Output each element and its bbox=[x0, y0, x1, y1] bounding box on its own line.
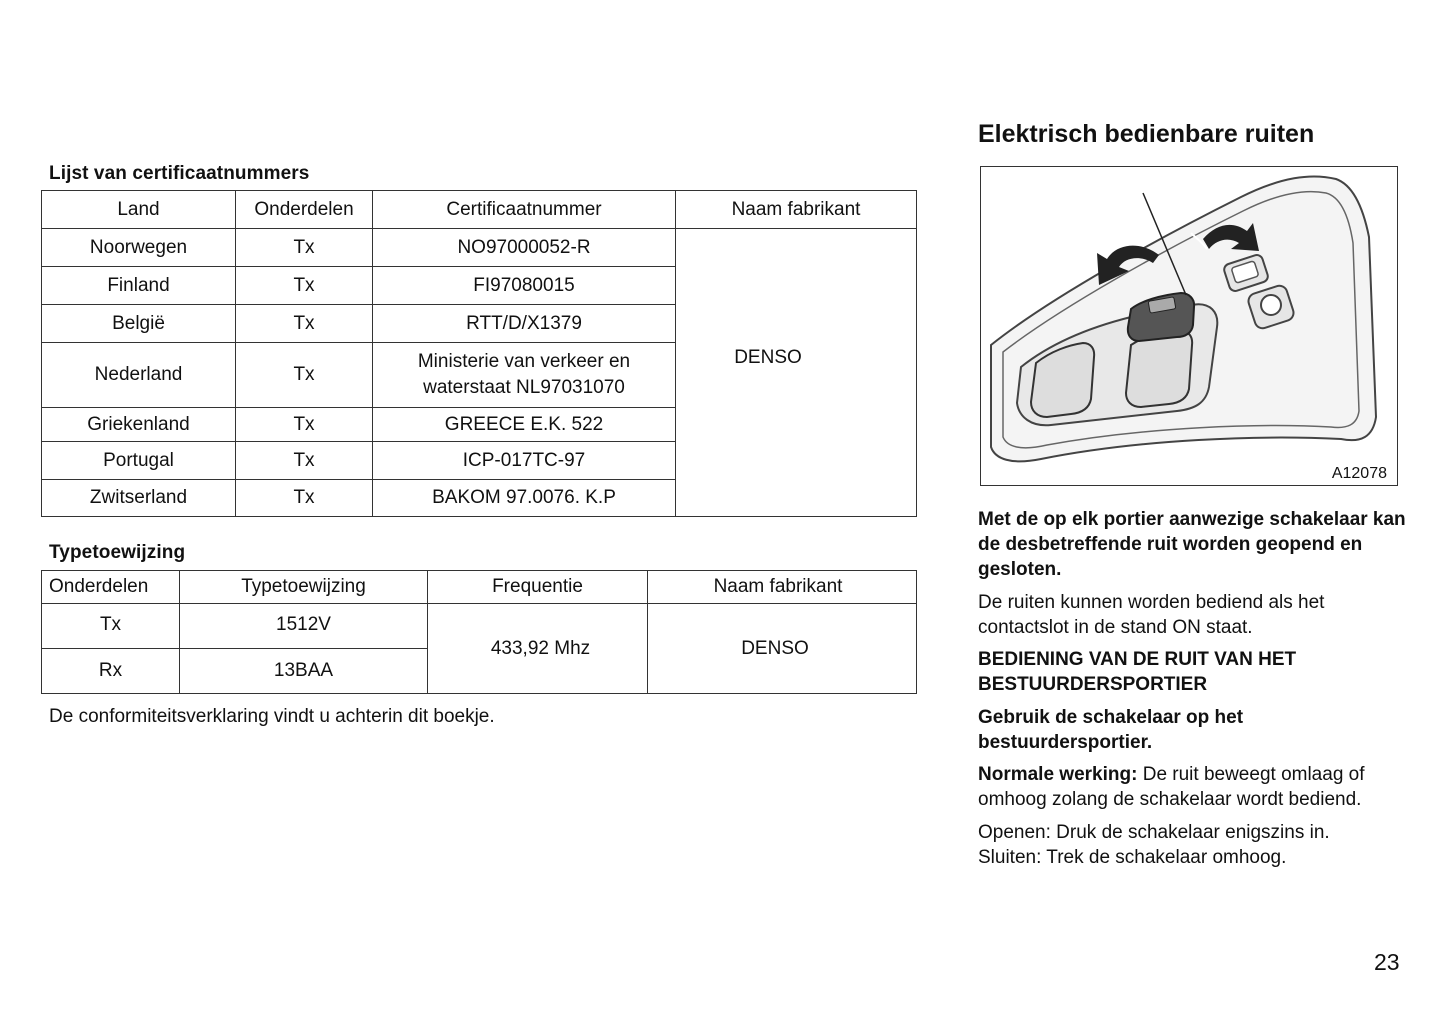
cell-part: Tx bbox=[236, 229, 373, 267]
cell-cert: FI97080015 bbox=[373, 267, 676, 305]
cell-cert: BAKOM 97.0076. K.P bbox=[373, 480, 676, 517]
cell-type: 1512V bbox=[180, 604, 428, 649]
col-header-naam-fabrikant: Naam fabrikant bbox=[676, 191, 917, 229]
intro-bold: Met de op elk portier aanwezige schakelaar kan de desbetreffende ruit worden geopend en gesloten. bbox=[978, 509, 1406, 580]
certificates-table bbox=[41, 190, 917, 517]
cell-part: Tx bbox=[236, 480, 373, 517]
table-row bbox=[42, 604, 917, 649]
figure-code: A12078 bbox=[1331, 465, 1387, 482]
cell-land: Nederland bbox=[42, 343, 236, 408]
normal-label: Normale werking: bbox=[978, 764, 1138, 785]
cell-land: Zwitserland bbox=[42, 480, 236, 517]
open-instruction: Openen: Druk de schakelaar enigszins in. bbox=[978, 822, 1330, 843]
cell-part: Tx bbox=[236, 442, 373, 480]
cell-part: Tx bbox=[236, 305, 373, 343]
section-heading: BEDIENING VAN DE RUIT VAN HET BESTUURDERSPORTIER bbox=[978, 649, 1297, 695]
cell-cert: ICP-017TC-97 bbox=[373, 442, 676, 480]
col-header-onderdelen: Onderdelen bbox=[236, 191, 373, 229]
col-header-onderdelen: Onderdelen bbox=[42, 571, 180, 604]
types-table bbox=[41, 570, 917, 694]
cell-land: België bbox=[42, 305, 236, 343]
types-header-row bbox=[42, 571, 917, 604]
window-switch-drawing bbox=[981, 167, 1397, 485]
page-title: Elektrisch bedienbare ruiten bbox=[978, 120, 1315, 148]
cell-part: Tx bbox=[236, 408, 373, 442]
cell-part: Rx bbox=[42, 649, 180, 694]
normal-operation bbox=[978, 762, 1408, 812]
close-instruction: Sluiten: Trek de schakelaar omhoog. bbox=[978, 847, 1287, 868]
cell-type: 13BAA bbox=[180, 649, 428, 694]
certificates-header-row bbox=[42, 191, 917, 229]
cell-cert: RTT/D/X1379 bbox=[373, 305, 676, 343]
col-header-naam-fabrikant: Naam fabrikant bbox=[648, 571, 917, 604]
instruction-bold: Gebruik de schakelaar op het bestuurdersportier. bbox=[978, 707, 1244, 753]
window-switch-illustration bbox=[980, 166, 1398, 486]
cell-land: Finland bbox=[42, 267, 236, 305]
col-header-frequentie: Frequentie bbox=[428, 571, 648, 604]
cell-frequency: 433,92 Mhz bbox=[428, 604, 648, 694]
intro-text: De ruiten kunnen worden bediend als het contactslot in de stand ON staat. bbox=[978, 592, 1325, 638]
cell-manufacturer: DENSO bbox=[676, 229, 917, 517]
cell-land: Portugal bbox=[42, 442, 236, 480]
conformity-note: De conformiteitsverklaring vindt u achterin dit boekje. bbox=[49, 706, 495, 727]
cell-part: Tx bbox=[236, 343, 373, 408]
cell-cert: GREECE E.K. 522 bbox=[373, 408, 676, 442]
certificates-title: Lijst van certificaatnummers bbox=[49, 163, 310, 184]
cell-part: Tx bbox=[42, 604, 180, 649]
cell-cert: Ministerie van verkeer en waterstaat NL97031070 bbox=[373, 343, 676, 408]
col-header-typetoewijzing: Typetoewijzing bbox=[180, 571, 428, 604]
cell-land: Griekenland bbox=[42, 408, 236, 442]
normal-text: De ruit beweegt omlaag of omhoog zolang de schakelaar wordt bediend. bbox=[978, 764, 1365, 810]
cell-land: Noorwegen bbox=[42, 229, 236, 267]
cell-cert: NO97000052-R bbox=[373, 229, 676, 267]
cell-manufacturer: DENSO bbox=[648, 604, 917, 694]
table-row bbox=[42, 229, 917, 267]
col-header-land: Land bbox=[42, 191, 236, 229]
cell-part: Tx bbox=[236, 267, 373, 305]
col-header-certificaatnummer: Certificaatnummer bbox=[373, 191, 676, 229]
page-number: 23 bbox=[1374, 949, 1400, 975]
types-title: Typetoewijzing bbox=[49, 542, 186, 563]
